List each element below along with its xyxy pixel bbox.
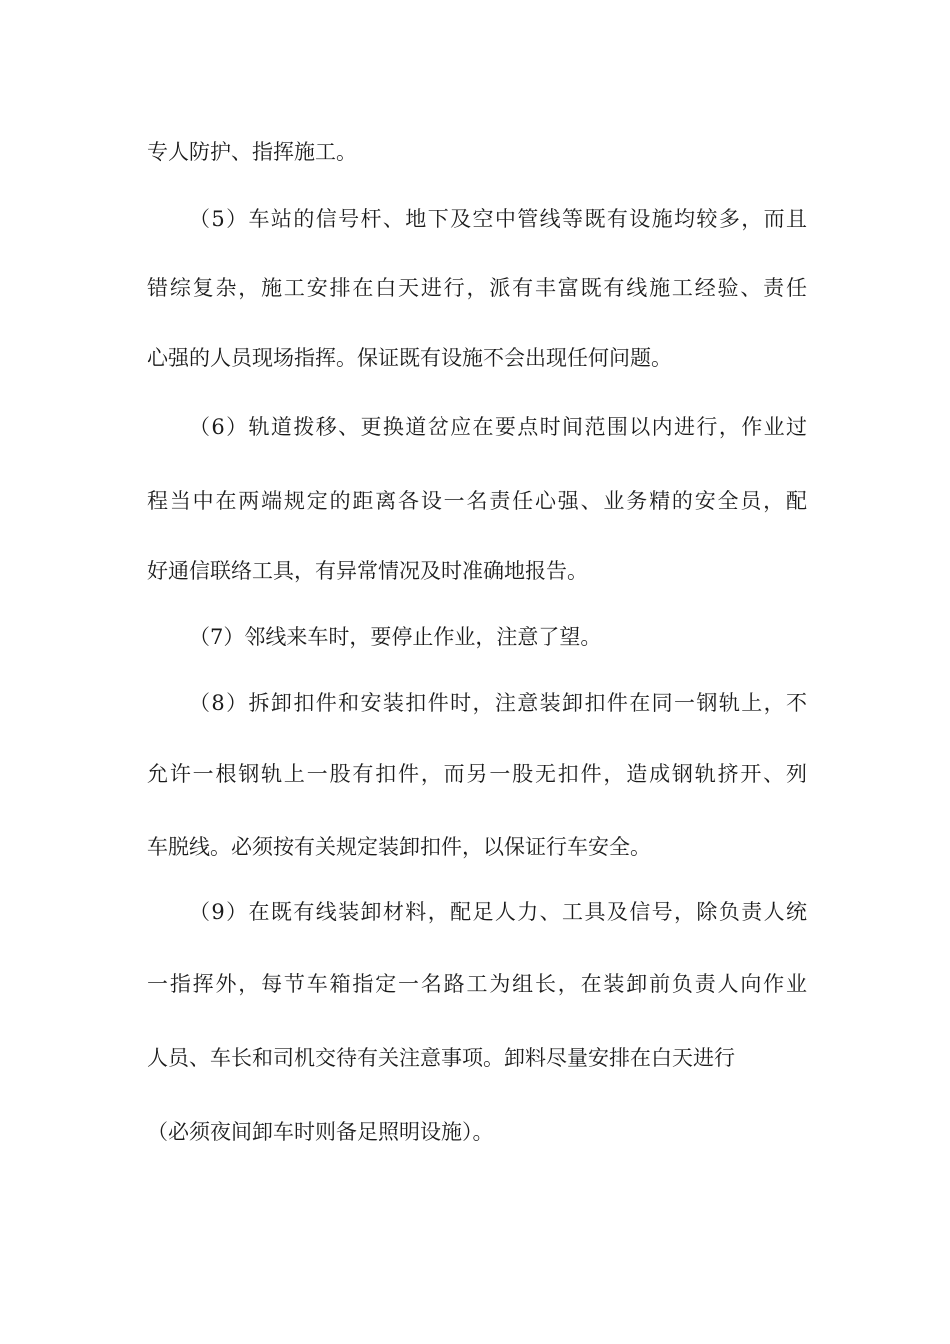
paragraph-9-first-line: （9）在既有线装卸材料，配足人力、工具及信号，除负责人统 (189, 900, 807, 924)
paragraph-5-first-line: （5）车站的信号杆、地下及空中管线等既有设施均较多，而且 (189, 207, 807, 231)
text-line: （必须夜间卸车时则备足照明设施）。 (147, 1120, 494, 1144)
paragraph-6-first-line: （6）轨道拨移、更换道岔应在要点时间范围以内进行，作业过 (189, 415, 807, 439)
text-line: 专人防护、指挥施工。 (147, 140, 357, 164)
text-line: 一指挥外，每节车箱指定一名路工为组长，在装卸前负责人向作业 (147, 972, 807, 996)
text-line: 程当中在两端规定的距离各设一名责任心强、业务精的安全员，配 (147, 489, 807, 513)
text-line: 车脱线。必须按有关规定装卸扣件，以保证行车安全。 (147, 835, 651, 859)
text-line: 好通信联络工具，有异常情况及时准确地报告。 (147, 559, 588, 583)
text-line: 人员、车长和司机交待有关注意事项。卸料尽量安排在白天进行 (147, 1046, 735, 1070)
text-line: 允许一根钢轨上一股有扣件，而另一股无扣件，造成钢轨挤开、列 (147, 762, 807, 786)
paragraph-7-line: （7）邻线来车时，要停止作业，注意了望。 (189, 625, 602, 649)
text-line: 错综复杂，施工安排在白天进行，派有丰富既有线施工经验、责任 (147, 276, 807, 300)
paragraph-8-first-line: （8）拆卸扣件和安装扣件时，注意装卸扣件在同一钢轨上，不 (189, 691, 807, 715)
text-line: 心强的人员现场指挥。保证既有设施不会出现任何问题。 (147, 346, 672, 370)
